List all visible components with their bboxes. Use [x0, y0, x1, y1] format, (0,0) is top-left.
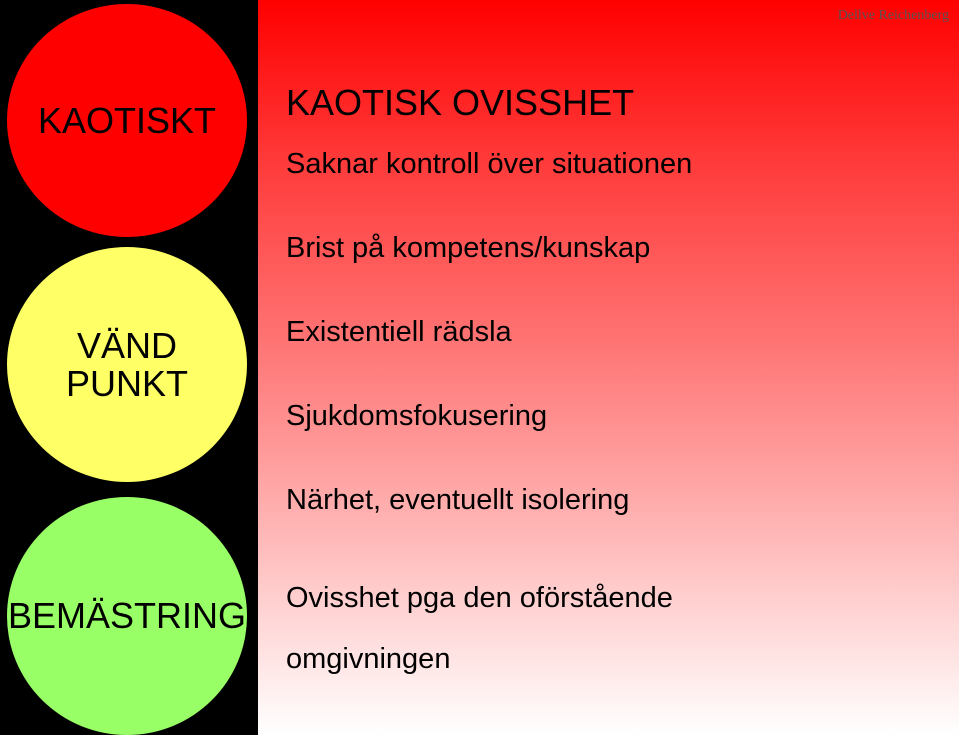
list-item: Existentiell rädsla	[286, 316, 512, 348]
slide-title: KAOTISK OVISSHET	[286, 82, 635, 123]
list-item: Brist på kompetens/kunskap	[286, 232, 651, 264]
green-light-circle	[7, 497, 247, 735]
list-item: Sjukdomsfokusering	[286, 400, 548, 432]
red-light-label: KAOTISKT	[37, 99, 217, 141]
list-item: Närhet, eventuellt isolering	[286, 484, 630, 516]
author-credit: Dellve Reichenberg	[837, 8, 949, 23]
green-light-label: BEMÄSTRING	[7, 595, 247, 637]
content-panel	[258, 0, 959, 735]
yellow-light-circle	[7, 247, 247, 482]
list-item: Saknar kontroll över situationen	[286, 148, 693, 180]
yellow-light-label: VÄND PUNKT	[65, 324, 188, 404]
list-item: Ovisshet pga den oförstående omgivningen	[286, 582, 673, 675]
red-light-circle	[7, 4, 247, 237]
traffic-light-panel	[0, 0, 258, 735]
